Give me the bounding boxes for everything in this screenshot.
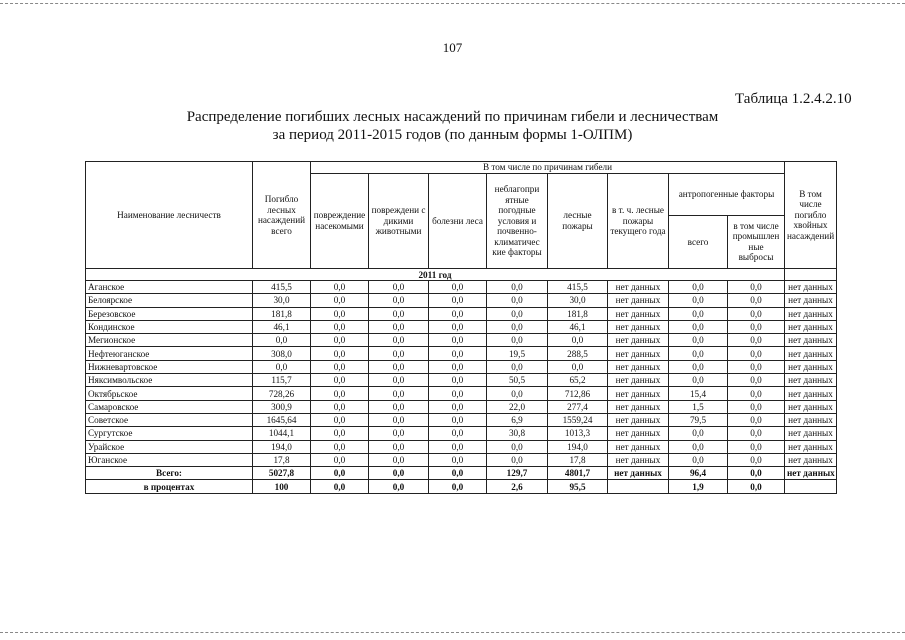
cell-name: Самаровское [86,400,253,413]
cell-insects: 0,0 [311,374,369,387]
cell-insects: 0,0 [311,281,369,294]
cell-animals: 0,0 [369,413,429,426]
cell-fires-cur: нет данных [608,307,669,320]
cell-name: Сургутское [86,427,253,440]
cell-disease: 0,0 [429,467,487,480]
cell-anthro: 0,0 [669,294,728,307]
cell-weather: 0,0 [487,387,548,400]
cell-total: 728,26 [253,387,311,400]
cell-weather: 0,0 [487,320,548,333]
table-row [86,281,837,294]
cell-animals: 0,0 [369,360,429,373]
cell-total: 17,8 [253,453,311,466]
cell-total: 115,7 [253,374,311,387]
table-row [86,307,837,320]
cell-anthro: 1,5 [669,400,728,413]
cell-animals: 0,0 [369,453,429,466]
cell-insects: 0,0 [311,307,369,320]
cell-industrial: 0,0 [728,360,785,373]
cell-conifer: нет данных [785,294,837,307]
cell-disease: 0,0 [429,347,487,360]
cell-fires-cur: нет данных [608,427,669,440]
cell-conifer: нет данных [785,334,837,347]
cell-conifer: нет данных [785,374,837,387]
cell-fires-cur: нет данных [608,360,669,373]
header-anthropogenic: антропогенные факторы [669,173,785,215]
forest-loss-table [85,161,837,494]
cell-total: 0,0 [253,360,311,373]
table-row [86,334,837,347]
cell-anthro: 0,0 [669,334,728,347]
cell-animals: 0,0 [369,307,429,320]
cell-fires-cur: нет данных [608,374,669,387]
header-conifer: В том числе погибло хвойных насаждений [785,162,837,269]
cell-fires: 1013,3 [548,427,608,440]
table-row [86,320,837,333]
cell-industrial: 0,0 [728,400,785,413]
cell-fires: 46,1 [548,320,608,333]
cell-name: Юганское [86,453,253,466]
cell-disease: 0,0 [429,307,487,320]
cell-name: Советское [86,413,253,426]
cell-industrial: 0,0 [728,320,785,333]
cell-total: 194,0 [253,440,311,453]
cell-disease: 0,0 [429,480,487,493]
cell-weather: 0,0 [487,360,548,373]
cell-total: 181,8 [253,307,311,320]
table-row [86,427,837,440]
cell-weather: 0,0 [487,294,548,307]
cell-weather: 0,0 [487,453,548,466]
cell-conifer: нет данных [785,307,837,320]
cell-fires: 17,8 [548,453,608,466]
cell-anthro: 0,0 [669,307,728,320]
cell-anthro: 0,0 [669,374,728,387]
cell-conifer: нет данных [785,347,837,360]
cell-weather: 50,5 [487,374,548,387]
cell-animals: 0,0 [369,374,429,387]
cell-weather: 22,0 [487,400,548,413]
table-row [86,374,837,387]
scan-border-top [0,3,905,4]
cell-industrial: 0,0 [728,307,785,320]
header-industrial: в том числе промышлен ные выбросы [728,215,785,269]
cell-total: 0,0 [253,334,311,347]
cell-fires-cur: нет данных [608,387,669,400]
cell-name: Мегионское [86,334,253,347]
cell-total: 308,0 [253,347,311,360]
cell-anthro: 0,0 [669,281,728,294]
cell-fires: 0,0 [548,334,608,347]
table-id: Таблица 1.2.4.2.10 [735,91,852,107]
cell-industrial: 0,0 [728,374,785,387]
cell-name: Березовское [86,307,253,320]
cell-fires: 712,86 [548,387,608,400]
cell-weather: 0,0 [487,334,548,347]
cell-fires: 4801,7 [548,467,608,480]
cell-conifer: нет данных [785,400,837,413]
table-title-line2: за период 2011-2015 годов (по данным формы 1-ОЛПМ) [272,127,633,143]
cell-name: в процентах [86,480,253,493]
cell-total: 1044,1 [253,427,311,440]
cell-animals: 0,0 [369,387,429,400]
cell-insects: 0,0 [311,440,369,453]
cell-animals: 0,0 [369,467,429,480]
cell-weather: 2,6 [487,480,548,493]
cell-industrial: 0,0 [728,413,785,426]
cell-total: 415,5 [253,281,311,294]
header-insects: повреждение насекомыми [311,173,369,269]
cell-anthro: 0,0 [669,453,728,466]
cell-insects: 0,0 [311,400,369,413]
cell-industrial: 0,0 [728,427,785,440]
cell-insects: 0,0 [311,453,369,466]
cell-disease: 0,0 [429,294,487,307]
cell-fires: 95,5 [548,480,608,493]
table-row [86,440,837,453]
table-row [86,413,837,426]
cell-insects: 0,0 [311,413,369,426]
cell-total: 100 [253,480,311,493]
cell-conifer: нет данных [785,467,837,480]
page-number: 107 [442,40,463,55]
table-row [86,387,837,400]
cell-name: Белоярское [86,294,253,307]
header-animals: повреждени с дикими животными [369,173,429,269]
cell-insects: 0,0 [311,347,369,360]
cell-fires: 1559,24 [548,413,608,426]
cell-fires-cur: нет данных [608,294,669,307]
cell-conifer: нет данных [785,427,837,440]
cell-conifer: нет данных [785,360,837,373]
table-title-line1: Распределение погибших лесных насаждений по причинам гибели и лесничествам [186,109,719,125]
cell-total: 300,9 [253,400,311,413]
cell-name: Октябрьское [86,387,253,400]
cell-name: Няксимвольское [86,374,253,387]
cell-anthro: 0,0 [669,347,728,360]
cell-fires-cur: нет данных [608,400,669,413]
header-incl-causes: В том числе по причинам гибели [311,162,785,174]
cell-animals: 0,0 [369,400,429,413]
cell-industrial: 0,0 [728,453,785,466]
cell-name: Нефтеюганское [86,347,253,360]
cell-disease: 0,0 [429,320,487,333]
header-fires-current: в т. ч. лесные пожары текущего года [608,173,669,269]
cell-disease: 0,0 [429,387,487,400]
cell-disease: 0,0 [429,281,487,294]
cell-disease: 0,0 [429,413,487,426]
cell-fires-cur: нет данных [608,467,669,480]
cell-conifer: нет данных [785,453,837,466]
cell-anthro: 0,0 [669,427,728,440]
cell-insects: 0,0 [311,294,369,307]
cell-fires-cur: нет данных [608,453,669,466]
cell-total: 30,0 [253,294,311,307]
cell-name: Аганское [86,281,253,294]
cell-conifer: нет данных [785,440,837,453]
cell-fires-cur [608,480,669,493]
cell-fires: 65,2 [548,374,608,387]
header-fires: лесные пожары [548,173,608,269]
cell-fires-cur: нет данных [608,440,669,453]
year-label: 2011 год [86,269,785,281]
cell-fires-cur: нет данных [608,281,669,294]
cell-fires: 181,8 [548,307,608,320]
cell-anthro: 96,4 [669,467,728,480]
cell-industrial: 0,0 [728,294,785,307]
cell-animals: 0,0 [369,281,429,294]
cell-fires: 277,4 [548,400,608,413]
cell-disease: 0,0 [429,440,487,453]
cell-total: 5027,8 [253,467,311,480]
cell-insects: 0,0 [311,387,369,400]
cell-weather: 6,9 [487,413,548,426]
cell-insects: 0,0 [311,467,369,480]
cell-disease: 0,0 [429,334,487,347]
cell-fires-cur: нет данных [608,413,669,426]
cell-weather: 30,8 [487,427,548,440]
cell-fires: 30,0 [548,294,608,307]
cell-animals: 0,0 [369,294,429,307]
cell-conifer: нет данных [785,281,837,294]
cell-industrial: 0,0 [728,387,785,400]
cell-industrial: 0,0 [728,281,785,294]
cell-industrial: 0,0 [728,480,785,493]
cell-anthro: 0,0 [669,360,728,373]
header-weather: неблагопри ятные погодные условия и почвенно-климатичес кие факторы [487,173,548,269]
cell-disease: 0,0 [429,360,487,373]
table-row [86,294,837,307]
cell-anthro: 0,0 [669,440,728,453]
cell-fires: 194,0 [548,440,608,453]
cell-conifer: нет данных [785,413,837,426]
cell-fires-cur: нет данных [608,334,669,347]
cell-conifer [785,480,837,493]
cell-insects: 0,0 [311,427,369,440]
cell-weather: 19,5 [487,347,548,360]
header-total: Погибло лесных насаждений всего [253,162,311,269]
cell-weather: 129,7 [487,467,548,480]
cell-anthro: 0,0 [669,320,728,333]
cell-animals: 0,0 [369,440,429,453]
table-row [86,467,837,480]
cell-fires-cur: нет данных [608,320,669,333]
cell-insects: 0,0 [311,320,369,333]
scan-border-bottom [0,632,905,633]
cell-anthro: 15,4 [669,387,728,400]
cell-disease: 0,0 [429,374,487,387]
table-row [86,347,837,360]
cell-conifer: нет данных [785,387,837,400]
cell-animals: 0,0 [369,427,429,440]
cell-industrial: 0,0 [728,440,785,453]
table-row [86,400,837,413]
cell-anthro: 79,5 [669,413,728,426]
table-row [86,480,837,493]
cell-animals: 0,0 [369,334,429,347]
year-label-spacer [785,269,837,281]
cell-insects: 0,0 [311,360,369,373]
cell-animals: 0,0 [369,320,429,333]
cell-weather: 0,0 [487,281,548,294]
cell-disease: 0,0 [429,427,487,440]
cell-animals: 0,0 [369,347,429,360]
cell-fires: 288,5 [548,347,608,360]
cell-weather: 0,0 [487,307,548,320]
cell-name: Урайское [86,440,253,453]
cell-name: Кондинское [86,320,253,333]
header-disease: болезни леса [429,173,487,269]
cell-disease: 0,0 [429,453,487,466]
cell-total: 46,1 [253,320,311,333]
cell-anthro: 1,9 [669,480,728,493]
table-row [86,360,837,373]
cell-name: Всего: [86,467,253,480]
cell-conifer: нет данных [785,320,837,333]
cell-fires-cur: нет данных [608,347,669,360]
table-row [86,453,837,466]
cell-name: Нижневартовское [86,360,253,373]
cell-disease: 0,0 [429,400,487,413]
cell-industrial: 0,0 [728,347,785,360]
cell-industrial: 0,0 [728,334,785,347]
cell-animals: 0,0 [369,480,429,493]
cell-fires: 415,5 [548,281,608,294]
cell-industrial: 0,0 [728,467,785,480]
header-anthro-total: всего [669,215,728,269]
cell-total: 1645,64 [253,413,311,426]
cell-fires: 0,0 [548,360,608,373]
cell-insects: 0,0 [311,334,369,347]
cell-insects: 0,0 [311,480,369,493]
header-name: Наименование лесничеств [86,162,253,269]
cell-weather: 0,0 [487,440,548,453]
